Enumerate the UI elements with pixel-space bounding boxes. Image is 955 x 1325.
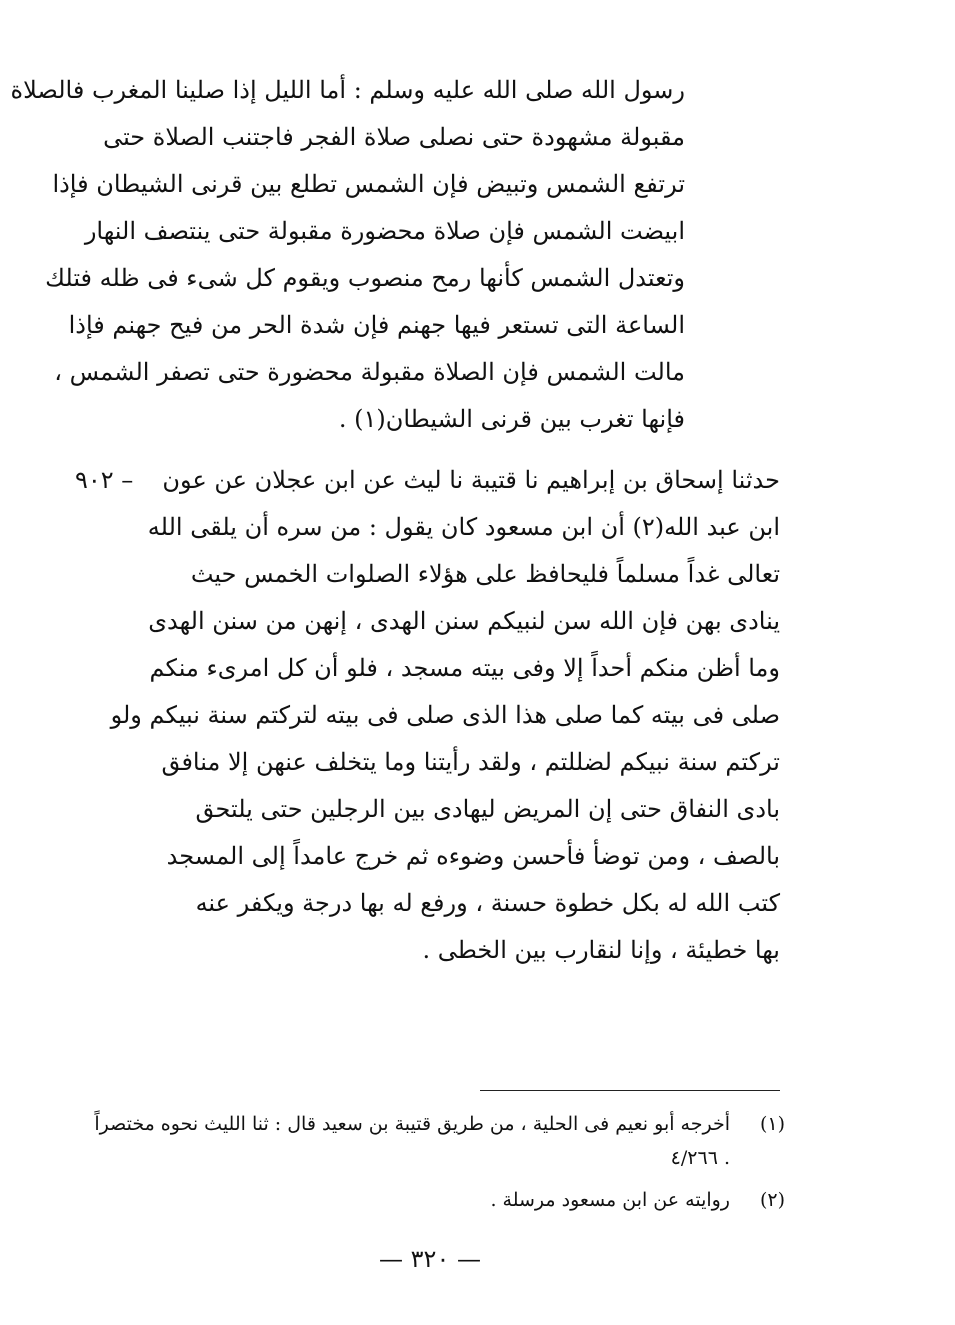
text-line: حدثنا إسحاق بن إبراهيم نا قتيبة نا ليث عن ابن عجلان عن عون	[162, 466, 780, 494]
hadith-text	[80, 450, 780, 970]
text-line: تعالى غداً مسلماً فليحافظ على هؤلاء الصلوات الخمس حيث	[190, 560, 780, 588]
text-line: وتعتدل الشمس كأنها رمح منصوب ويقوم كل شىء فى ظله فتلك	[45, 264, 685, 292]
text-line: مالت الشمس فإن الصلاة مقبولة محضورة حتى تصفر الشمس ،	[54, 358, 685, 386]
text-line: الساعة التى تستعر فيها جهنم فإن شدة الحر من فيح جهنم فإذا	[68, 311, 685, 339]
text-line: بادى النفاق حتى إن المريض ليهادى بين الرجلين حتى يلتحق	[195, 795, 780, 823]
footnote-line: أخرجه أبو نعيم فى الحلية ، من طريق قتيبة بن سعيد قال : ثنا الليث نحوه مختصراً	[94, 1113, 730, 1135]
text-line: صلى فى بيته كما صلى هذا الذى صلى فى بيته لتركتم سنة نبيكم ولو	[110, 701, 780, 729]
footnote-2	[80, 1184, 785, 1220]
paragraph-continuation	[10, 70, 685, 450]
footnote-line: ٤/٢٦٦ .	[670, 1147, 730, 1169]
text-line: وما أظن منكم أحداً إلا وفى بيته مسجد ، فلو أن كل امرىء منكم	[149, 654, 780, 682]
text-line: رسول الله صلى الله عليه وسلم : أما الليل إذا صلينا المغرب فالصلاة	[10, 76, 685, 104]
text-line: ينادى بهن فإن الله سن لنبيكم سنن الهدى ، إنهن من سنن الهدى	[148, 607, 780, 635]
text-line: مقبولة مشهودة حتى نصلى صلاة الفجر فاجتنب الصلاة حتى	[103, 123, 685, 151]
footnote-1	[80, 1108, 785, 1178]
footnote-marker: (١)	[759, 1113, 785, 1135]
text-line: كتب الله له بكل خطوة حسنة ، ورفع له بها درجة ويكفر عنه	[195, 889, 780, 917]
hadith-number: ٩٠٢ –	[75, 466, 134, 494]
page-number: — ٣٢٠ —	[379, 1245, 481, 1273]
footnote-separator	[480, 1090, 780, 1091]
text-line: ترتفع الشمس وتبيض فإن الشمس تطلع بين قرنى الشيطان فإذا	[52, 170, 685, 198]
footnote-marker: (٢)	[759, 1189, 785, 1211]
text-line: فإنها تغرب بين قرنى الشيطان(١) .	[338, 405, 685, 433]
footnote-line: روايته عن ابن مسعود مرسلة .	[490, 1189, 730, 1211]
text-line: بالصف ، ومن توضأ فأحسن وضوءه ثم خرج عامداً إلى المسجد	[166, 842, 780, 870]
text-line: ابيضت الشمس فإن صلاة محضورة مقبولة حتى ينتصف النهار	[84, 217, 685, 245]
text-line: بها خطيئة ، وإنا لنقارب بين الخطى .	[422, 936, 780, 964]
text-line: تركتم سنة نبيكم لضللتم ، ولقد رأيتنا وما يتخلف عنهن إلا منافق	[161, 748, 780, 776]
text-line: ابن عبد الله(٢) أن ابن مسعود كان يقول : من سره أن يلقى الله	[147, 513, 780, 541]
